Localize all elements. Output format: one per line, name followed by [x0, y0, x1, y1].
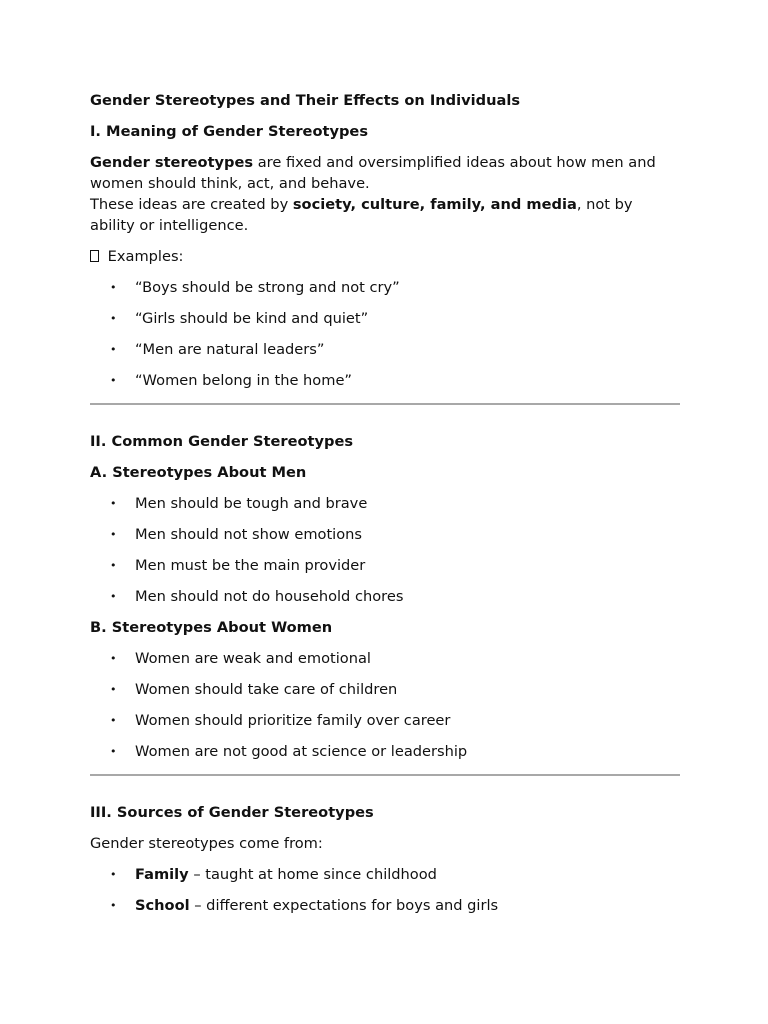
bullet: •	[110, 590, 117, 603]
section-1-definition	[90, 152, 680, 236]
bullet: •	[110, 745, 117, 758]
item-text: Men should not show emotions	[135, 526, 363, 543]
bullet: •	[110, 343, 117, 356]
bullet: •	[110, 281, 117, 294]
definition-term: Gender stereotypes	[90, 154, 254, 171]
item-text: Women are not good at science or leadership	[135, 743, 468, 760]
section-2-heading: II. Common Gender Stereotypes	[90, 433, 354, 450]
definition-text: are fixed and oversimplified ideas about how men and women should think, act, and behave.	[90, 154, 656, 192]
bullet: •	[110, 312, 117, 325]
origin-paragraph	[90, 194, 680, 236]
bullet: •	[110, 652, 117, 665]
list-item	[90, 679, 680, 700]
list-item	[90, 493, 680, 514]
document-page	[90, 90, 680, 926]
list-item	[90, 864, 680, 885]
list-item	[90, 895, 680, 916]
source-name: School	[135, 897, 190, 914]
example-text: “Men are natural leaders”	[135, 341, 325, 358]
item-text: Women should take care of children	[135, 681, 398, 698]
horizontal-rule	[90, 774, 680, 776]
bullet: •	[110, 374, 117, 387]
list-item	[90, 524, 680, 545]
origin-sources: society, culture, family, and media	[292, 196, 577, 213]
sources-list	[90, 864, 680, 916]
bullet: •	[110, 528, 117, 541]
bullet: •	[110, 868, 117, 881]
definition-paragraph	[90, 152, 680, 194]
document-title: Gender Stereotypes and Their Effects on Individuals	[90, 92, 521, 109]
bullet: •	[110, 559, 117, 572]
example-text: “Girls should be kind and quiet”	[135, 310, 369, 327]
item-text: Men should not do household chores	[135, 588, 404, 605]
list-item	[90, 370, 680, 391]
unknown-glyph-icon	[90, 250, 99, 262]
item-text: Men should be tough and brave	[135, 495, 368, 512]
bullet: •	[110, 899, 117, 912]
bullet: •	[110, 683, 117, 696]
item-text: Women are weak and emotional	[135, 650, 371, 667]
list-item	[90, 710, 680, 731]
item-text: Women should prioritize family over career	[135, 712, 451, 729]
source-name: Family	[135, 866, 189, 883]
source-description: – taught at home since childhood	[188, 866, 437, 883]
item-text: Men must be the main provider	[135, 557, 366, 574]
subheading-men: A. Stereotypes About Men	[90, 464, 307, 481]
example-text: “Women belong in the home”	[135, 372, 352, 389]
subheading-women: B. Stereotypes About Women	[90, 619, 333, 636]
women-stereotypes-list	[90, 648, 680, 762]
examples-list	[90, 277, 680, 391]
section-3-heading: III. Sources of Gender Stereotypes	[90, 804, 374, 821]
bullet: •	[110, 497, 117, 510]
examples-label: Examples:	[103, 248, 184, 265]
list-item	[90, 586, 680, 607]
bullet: •	[110, 714, 117, 727]
source-description: – different expectations for boys and girls	[189, 897, 499, 914]
men-stereotypes-list	[90, 493, 680, 607]
examples-label-line	[90, 246, 680, 267]
list-item	[90, 555, 680, 576]
list-item	[90, 741, 680, 762]
list-item	[90, 277, 680, 298]
list-item	[90, 339, 680, 360]
origin-text-start: These ideas are created by	[90, 196, 293, 213]
origin-text-end: , not by ability or intelligence.	[90, 196, 633, 234]
list-item	[90, 648, 680, 669]
list-item	[90, 308, 680, 329]
sources-intro: Gender stereotypes come from:	[90, 835, 323, 852]
example-text: “Boys should be strong and not cry”	[135, 279, 400, 296]
horizontal-rule	[90, 403, 680, 405]
section-1-heading: I. Meaning of Gender Stereotypes	[90, 123, 369, 140]
